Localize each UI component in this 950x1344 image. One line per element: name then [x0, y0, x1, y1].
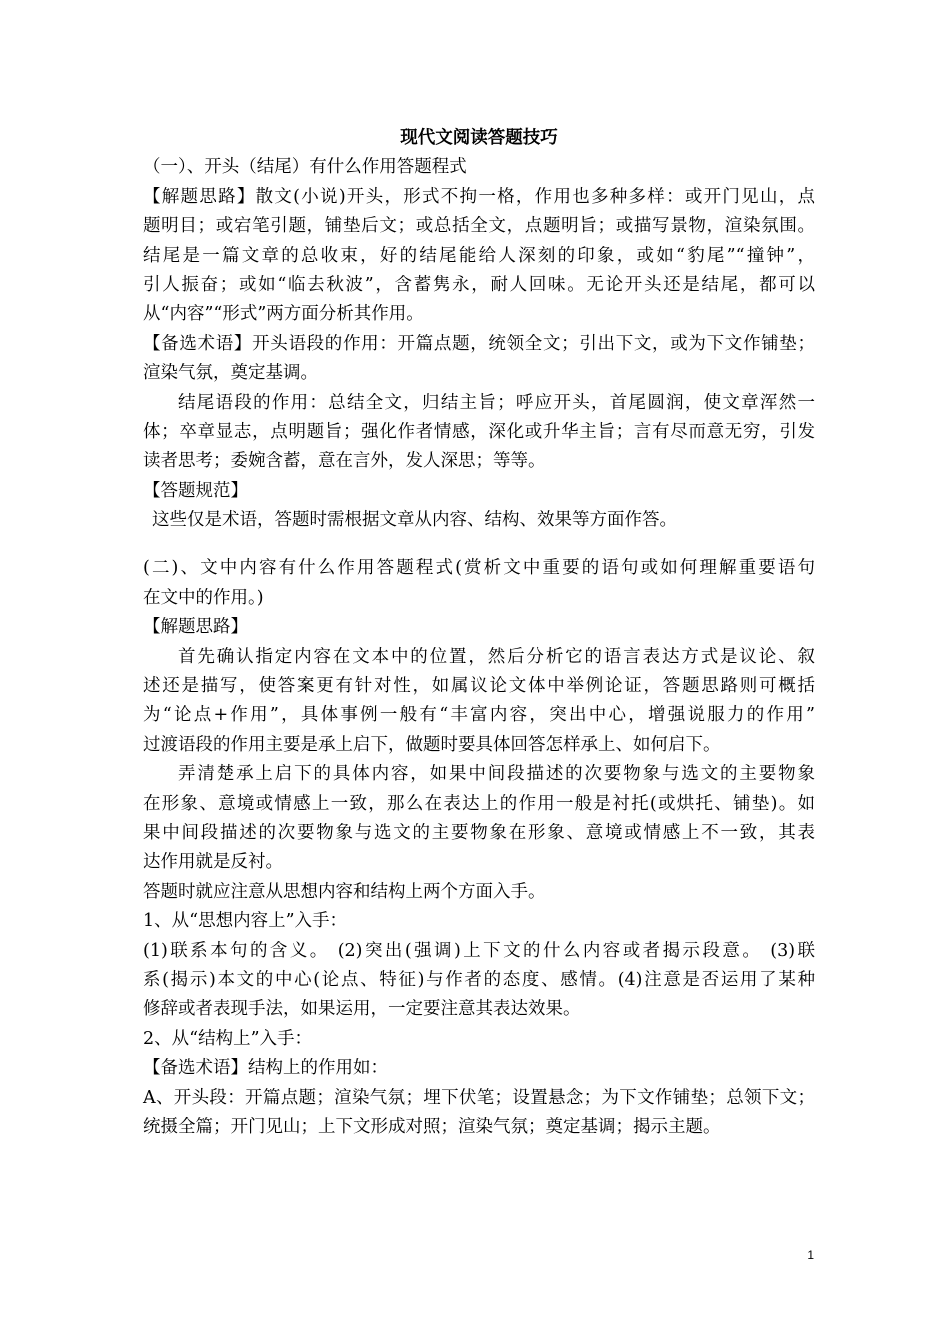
section2-terms-a-line: A、开头段：开篇点题；渲染气氛；埋下伏笔；设置悬念；为下文作铺垫；总领下文； [143, 1087, 815, 1108]
section2-thinking-heading: 【解题思路】 [143, 617, 248, 638]
page-number: 1 [807, 1248, 814, 1262]
section2-para1-line: 过渡语段的作用主要是承上启下，做题时要具体回答怎样承上、如何启下。 [143, 734, 721, 755]
document-title: 现代文阅读答题技巧 [400, 128, 558, 148]
section2-point1-heading: 1、从“思想内容上”入手： [143, 911, 348, 932]
section1-norm-heading: 【答题规范】 [143, 480, 248, 501]
paragraph-spacer [143, 535, 815, 554]
section2-point2-heading: 2、从“结构上”入手： [143, 1028, 313, 1049]
section2-approach: 答题时就应注意从思想内容和结构上两个方面入手。 [143, 881, 546, 902]
section2-para1-line: 首先确认指定内容在文本中的位置，然后分析它的语言表达方式是议论、叙 [178, 646, 815, 667]
document-body [143, 124, 815, 1142]
section1-heading: （一）、开头（结尾）有什么作用答题程式 [143, 157, 467, 178]
section2-para2-line: 在形象、意境或情感上一致，那么在表达上的作用一般是衬托(或烘托、铺垫)。如 [143, 793, 815, 814]
section2-point1-line: 修辞或者表现手法，如果运用，一定要注意其表达效果。 [143, 999, 581, 1020]
section1-thinking-line: 结尾是一篇文章的总收束，好的结尾能给人深刻的印象，或如“豹尾”“撞钟”， [143, 245, 815, 266]
section2-para2-line: 弄清楚承上启下的具体内容，如果中间段描述的次要物象与选文的主要物象 [178, 764, 815, 785]
section1-norm-text: 这些仅是术语，答题时需根据文章从内容、结构、效果等方面作答。 [152, 510, 677, 531]
section1-thinking-line: 从“内容”“形式”两方面分析其作用。 [143, 304, 424, 325]
section2-heading-line: 在文中的作用。) [143, 587, 264, 608]
section2-para1-line: 为“论点+作用”，具体事例一般有“丰富内容，突出中心，增强说服力的作用” [143, 705, 815, 726]
section2-heading-line: (二)、文中内容有什么作用答题程式(赏析文中重要的语句或如何理解重要语句 [143, 558, 815, 579]
section1-ending-line: 读者思考；委婉含蓄，意在言外，发人深思；等等。 [143, 451, 546, 472]
section1-ending-line: 体；卒章显志，点明题旨；强化作者情感，深化或升华主旨；言有尽而意无穷，引发 [143, 421, 815, 442]
section1-thinking-line: 【解题思路】散文(小说)开头，形式不拘一格，作用也多种多样：或开门见山，点 [143, 186, 815, 207]
section1-terms-line: 渲染气氛，奠定基调。 [143, 363, 318, 384]
section1-ending-line: 结尾语段的作用：总结全文，归结主旨；呼应开头，首尾圆润，使文章浑然一 [178, 392, 815, 413]
section2-para2-line: 达作用就是反衬。 [143, 852, 283, 873]
section2-para2-line: 果中间段描述的次要物象与选文的主要物象在形象、意境或情感上不一致，其表 [143, 822, 815, 843]
section2-terms-heading: 【备选术语】结构上的作用如： [143, 1058, 388, 1079]
section2-para1-line: 述还是描写，使答案更有针对性，如属议论文体中举例论证，答题思路则可概括 [143, 676, 815, 697]
section1-thinking-line: 引人振奋；或如“临去秋波”，含蓄隽永，耐人回味。无论开头还是结尾，都可以 [143, 274, 815, 295]
section1-terms-line: 【备选术语】开头语段的作用：开篇点题，统领全文；引出下文，或为下文作铺垫； [143, 333, 815, 354]
section2-point1-line: (1)联系本句的含义。 (2)突出(强调)上下文的什么内容或者揭示段意。 (3)联 [143, 940, 815, 961]
section2-terms-a-line: 统摄全篇；开门见山；上下文形成对照；渲染气氛；奠定基调；揭示主题。 [143, 1116, 721, 1137]
section2-point1-line: 系(揭示)本文的中心(论点、特征)与作者的态度、感情。(4)注意是否运用了某种 [143, 969, 815, 990]
section1-thinking-line: 题明目；或宕笔引题，铺垫后文；或总括全文，点题明旨；或描写景物，渲染氛围。 [143, 216, 815, 237]
